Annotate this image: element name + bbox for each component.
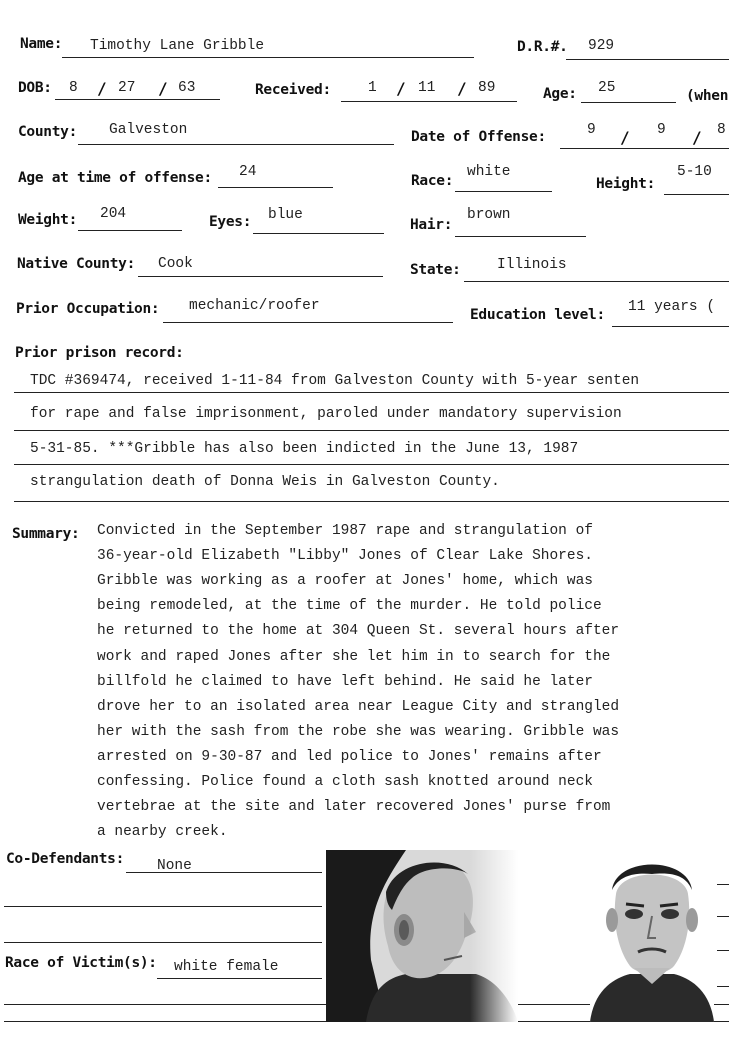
age-offense-underline: [218, 187, 333, 188]
native-county-value: Cook: [158, 256, 193, 272]
name-label: Name:: [20, 36, 63, 52]
education-label: Education level:: [470, 307, 605, 323]
dr-value: 929: [588, 38, 615, 54]
dob-month: 8: [69, 80, 78, 96]
race-value: white: [467, 164, 511, 180]
education-value: 11 years (: [628, 299, 716, 315]
prior-record-line: TDC #369474, received 1-11-84 from Galveston County with 5-year senten: [30, 373, 640, 389]
date-offense-label: Date of Offense:: [411, 129, 546, 145]
age-value: 25: [598, 80, 616, 96]
dob-label: DOB:: [18, 80, 52, 96]
summary-line: 36-year-old Elizabeth "Libby" Jones of Clear Lake Shores.: [97, 548, 593, 564]
prior-record-label: Prior prison record:: [15, 345, 184, 361]
eyes-underline: [253, 233, 384, 234]
race-label: Race:: [411, 173, 454, 189]
county-value: Galveston: [109, 122, 188, 138]
race-victims-label: Race of Victim(s):: [5, 955, 157, 971]
prior-record-line: for rape and false imprisonment, paroled under mandatory supervision: [30, 406, 622, 422]
summary-line: a nearby creek.: [97, 824, 228, 840]
edge-tick: [717, 986, 729, 987]
date-offense-slash-2: /: [692, 128, 702, 147]
prior-occupation-underline: [163, 322, 453, 323]
age-underline: [581, 102, 676, 103]
date-offense-day: 9: [657, 122, 666, 138]
prior-record-line: 5-31-85. ***Gribble has also been indicted in the June 13, 1987: [30, 441, 579, 457]
received-label: Received:: [255, 82, 331, 98]
dob-underline: [55, 99, 220, 100]
date-offense-slash-1: /: [620, 128, 630, 147]
state-label: State:: [410, 262, 461, 278]
date-offense-year: 8: [717, 122, 726, 138]
race-victims-value: white female: [174, 959, 279, 975]
dob-year: 63: [178, 80, 196, 96]
weight-value: 204: [100, 206, 127, 222]
received-slash-1: /: [396, 79, 406, 98]
age-offense-label: Age at time of offense:: [18, 170, 212, 186]
eyes-label: Eyes:: [209, 214, 252, 230]
weight-label: Weight:: [18, 212, 78, 228]
summary-line: Gribble was working as a roofer at Jones' home, which was: [97, 573, 593, 589]
age-note: (when: [686, 88, 729, 104]
prior-occupation-value: mechanic/roofer: [189, 298, 320, 314]
dob-slash-2: /: [158, 79, 168, 98]
codefendants-rule: [4, 942, 322, 943]
hair-label: Hair:: [410, 217, 453, 233]
summary-line: he returned to the home at 304 Queen St. several hours after: [97, 623, 620, 639]
summary-line: being remodeled, at the time of the murder. He told police: [97, 598, 602, 614]
native-county-label: Native County:: [17, 256, 136, 272]
name-value: Timothy Lane Gribble: [90, 38, 265, 54]
codefendants-underline: [126, 872, 322, 873]
summary-line: her with the sash from the robe she was wearing. Gribble was: [97, 724, 620, 740]
race-underline: [455, 191, 552, 192]
weight-underline: [78, 230, 182, 231]
hair-value: brown: [467, 207, 511, 223]
dob-slash-1: /: [97, 79, 107, 98]
prior-record-rule: [14, 430, 729, 431]
age-offense-value: 24: [239, 164, 257, 180]
summary-line: billfold he claimed to have left behind. He said he later: [97, 674, 593, 690]
codefendants-value: None: [157, 858, 192, 872]
prior-record-line: strangulation death of Donna Weis in Galveston County.: [30, 474, 500, 490]
prior-record-rule: [14, 392, 729, 393]
race-victims-underline: [157, 978, 322, 979]
codefendants-rule: [4, 906, 322, 907]
edge-tick: [717, 884, 729, 885]
mugshot-front: [590, 850, 714, 1022]
state-underline: [464, 281, 729, 282]
date-offense-month: 9: [587, 122, 596, 138]
hair-underline: [455, 236, 586, 237]
dr-underline: [566, 59, 729, 60]
education-underline: [612, 326, 729, 327]
summary-line: drove her to an isolated area near League City and strangled: [97, 699, 620, 715]
name-underline: [62, 57, 474, 58]
state-value: Illinois: [497, 257, 567, 273]
date-offense-underline: [560, 148, 729, 149]
summary-line: vertebrae at the site and later recovered Jones' purse from: [97, 799, 611, 815]
height-underline: [664, 194, 729, 195]
codefendants-label: Co-Defendants:: [6, 851, 125, 867]
prior-record-rule: [14, 464, 729, 465]
received-slash-2: /: [457, 79, 467, 98]
age-label: Age:: [543, 86, 577, 102]
mugshot-profile: [326, 850, 518, 1022]
received-underline: [341, 101, 517, 102]
dob-day: 27: [118, 80, 136, 96]
eyes-value: blue: [268, 207, 303, 223]
received-year: 89: [478, 80, 496, 96]
prior-occupation-label: Prior Occupation:: [16, 301, 160, 317]
county-label: County:: [18, 124, 78, 140]
received-month: 1: [368, 80, 377, 96]
height-label: Height:: [596, 176, 656, 192]
dr-label: D.R.#.: [517, 39, 568, 55]
summary-line: work and raped Jones after she let him in to search for the: [97, 649, 611, 665]
height-value: 5-10: [677, 164, 712, 180]
native-county-underline: [138, 276, 383, 277]
summary-label: Summary:: [12, 526, 80, 542]
county-underline: [78, 144, 394, 145]
prior-record-rule: [14, 501, 729, 502]
received-day: 11: [418, 80, 436, 96]
edge-tick: [717, 916, 729, 917]
summary-line: arrested on 9-30-87 and led police to Jones' remains after: [97, 749, 602, 765]
summary-line: Convicted in the September 1987 rape and strangulation of: [97, 523, 593, 539]
edge-tick: [717, 950, 729, 951]
summary-line: confessing. Police found a cloth sash knotted around neck: [97, 774, 593, 790]
